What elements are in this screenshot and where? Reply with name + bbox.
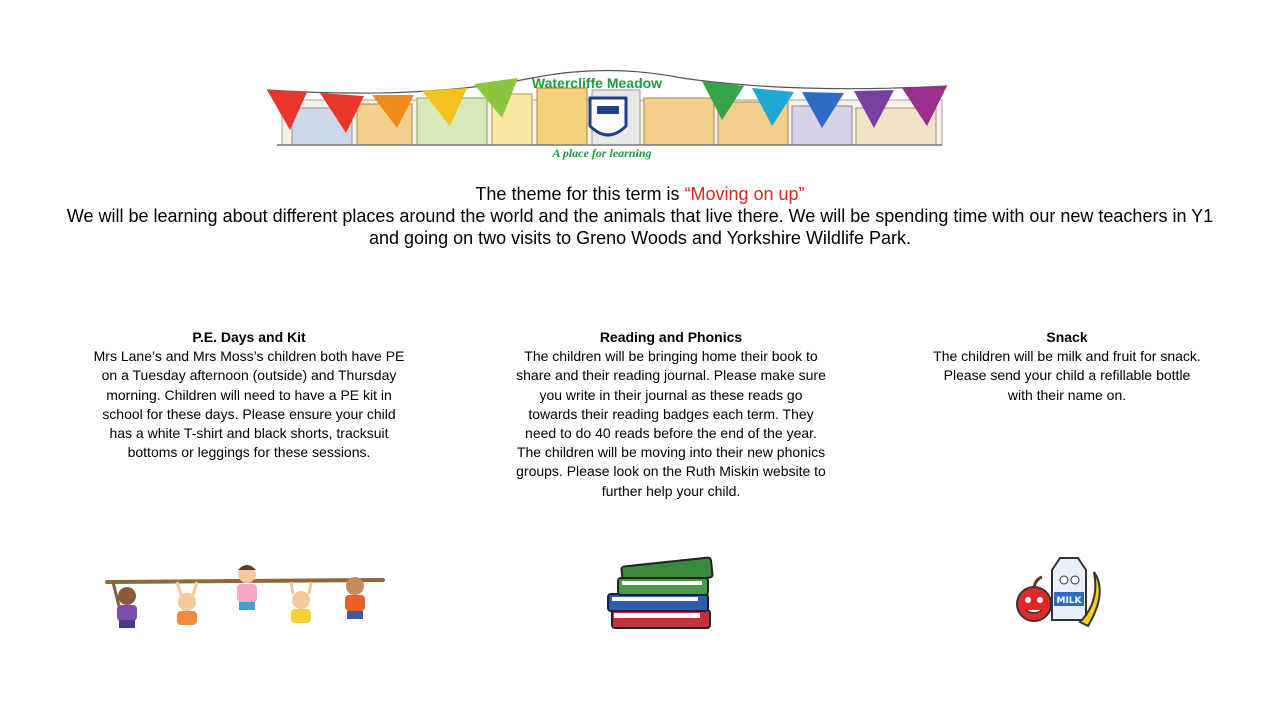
books-stack-icon — [600, 550, 722, 636]
snack-milk-fruit-icon — [1012, 552, 1108, 632]
school-name: Watercliffe Meadow — [531, 75, 663, 91]
pe-body: Mrs Lane’s and Mrs Moss’s children both have PE on a Tuesday afternoon (outside) and Thursday morning. Children will need to have a PE kit in school for these days. Please ensure your child has a white T-shirt and black shorts, tracksuit bottoms or leggings for these sessions. — [93, 348, 405, 461]
children-hanging-icon — [105, 560, 385, 635]
theme-name: “Moving on up” — [684, 184, 805, 204]
reading-body: The children will be bringing home their book to share and their reading journal. Please make sure you write in their journal as these reads go towards their reading badges each term. They need to do 40 reads before the end of the year. The children will be moving into their new phonics groups. Please look on the Ruth Miskin website to further help your child. — [516, 348, 826, 499]
theme-line — [60, 183, 1220, 205]
reading-section — [492, 328, 850, 501]
reading-heading: Reading and Phonics — [599, 329, 743, 345]
theme-prefix: The theme for this term is — [475, 184, 685, 204]
school-banner-logo — [262, 58, 952, 168]
snack-body: The children will be milk and fruit for snack. Please send your child a refillable bottle with their name on. — [933, 348, 1201, 403]
school-tagline: A place for learning — [552, 146, 652, 160]
pe-heading: P.E. Days and Kit — [192, 329, 306, 345]
milk-carton-label: MILK — [1056, 596, 1082, 606]
intro-block — [60, 183, 1220, 249]
school-crest-icon — [590, 98, 626, 135]
snack-heading: Snack — [1046, 329, 1088, 345]
snack-section — [905, 328, 1229, 405]
pe-section — [70, 328, 428, 462]
intro-description: We will be learning about different places around the world and the animals that live there. We will be spending time with our new teachers in Y1 and going on two visits to Greno Woods and Yorkshire Wildlife Park. — [66, 206, 1214, 248]
